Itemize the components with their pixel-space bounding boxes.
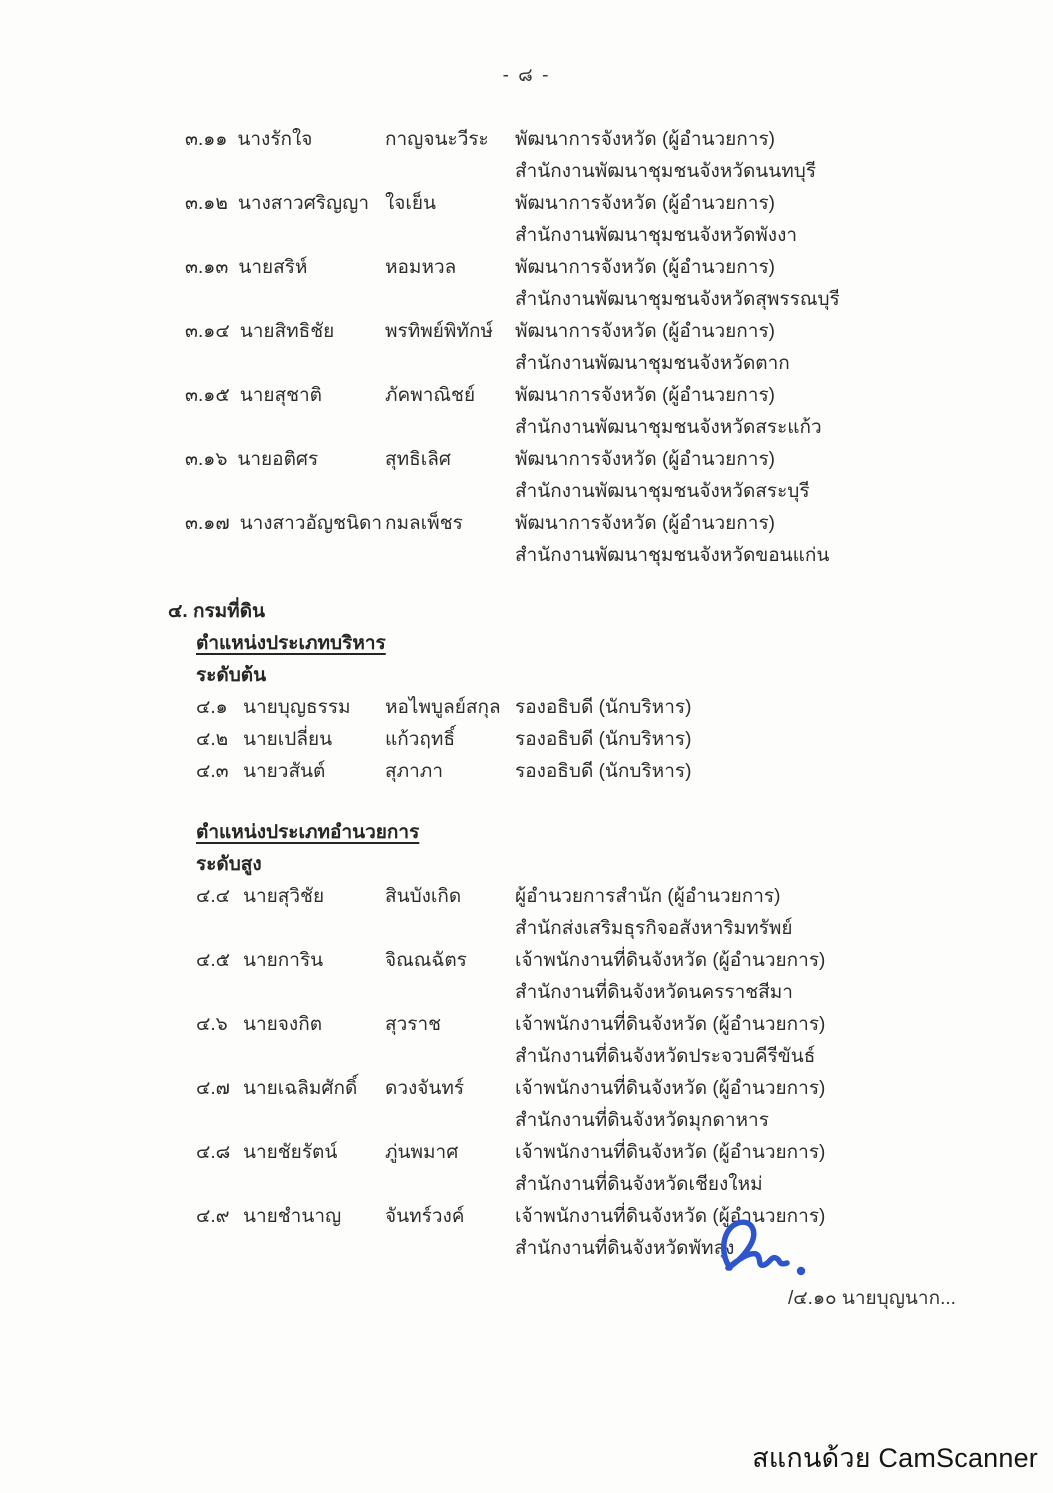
office-name: สำนักงานพัฒนาชุมชนจังหวัดสระแก้ว (515, 417, 822, 438)
surname: กาญจนะวีระ (385, 129, 489, 150)
first-name: นางสาวศริญญา (237, 193, 370, 214)
section-4-executive-list (196, 692, 1016, 788)
first-name: นายสุชาติ (239, 385, 323, 406)
number-and-name (185, 316, 385, 380)
surname: แก้วฤทธิ์ (385, 729, 456, 750)
first-name: นายการิน (243, 950, 324, 971)
surname: สินบังเกิด (385, 886, 462, 907)
surname: หอมหวล (385, 257, 457, 278)
surname: กมลเพ็ชร (385, 513, 463, 534)
surname: หอไพบูลย์สกุล (385, 697, 501, 718)
list-item (185, 380, 1015, 444)
first-name: นายชำนาญ (243, 1206, 342, 1227)
list-item (196, 1073, 1016, 1137)
list-item (185, 124, 1015, 188)
surname: สุทธิเลิศ (385, 449, 451, 470)
surname: ดวงจันทร์ (385, 1078, 465, 1099)
item-number: ๔.๑ (196, 697, 228, 718)
number-and-name (185, 444, 385, 508)
section-4-director-list (196, 881, 1016, 1265)
office-name: สำนักงานที่ดินจังหวัดมุกดาหาร (515, 1110, 769, 1131)
list-item (185, 444, 1015, 508)
position-title: เจ้าพนักงานที่ดินจังหวัด (ผู้อำนวยการ) (515, 1078, 826, 1099)
item-number: ๓.๑๑ (185, 129, 228, 150)
subsection-title-executive: ตำแหน่งประเภทบริหาร (196, 633, 386, 654)
number-and-name (185, 380, 385, 444)
surname: พรทิพย์พิทักษ์ (385, 321, 493, 342)
assignment (515, 316, 1015, 380)
position-title: พัฒนาการจังหวัด (ผู้อำนวยการ) (515, 449, 775, 470)
first-name: นางรักใจ (237, 129, 313, 150)
signature-initials-icon (714, 1214, 810, 1288)
first-name: นายสุวิชัย (243, 886, 325, 907)
item-number: ๓.๑๒ (185, 193, 228, 214)
office-name: สำนักงานที่ดินจังหวัดพัทลุง (515, 1238, 735, 1259)
item-number: ๔.๓ (196, 761, 229, 782)
first-name: นายเฉลิมศักดิ์ (243, 1078, 358, 1099)
first-name: นายจงกิต (243, 1014, 323, 1035)
assignment (515, 881, 1016, 945)
item-number: ๓.๑๕ (185, 385, 230, 406)
position-title: รองอธิบดี (นักบริหาร) (515, 729, 692, 750)
office-name: สำนักงานพัฒนาชุมชนจังหวัดสุพรรณบุรี (515, 289, 840, 310)
list-item (196, 1009, 1016, 1073)
first-name: นายอติศร (237, 449, 319, 470)
office-name: สำนักงานพัฒนาชุมชนจังหวัดตาก (515, 353, 790, 374)
surname: ใจเย็น (385, 193, 437, 214)
item-number: ๔.๖ (196, 1014, 228, 1035)
office-name: สำนักงานที่ดินจังหวัดนครราชสีมา (515, 982, 793, 1003)
office-name: สำนักงานพัฒนาชุมชนจังหวัดสระบุรี (515, 481, 810, 502)
list-item (196, 756, 1016, 788)
office-name: สำนักงานที่ดินจังหวัดประจวบคีรีขันธ์ (515, 1046, 816, 1067)
number-and-name (185, 188, 385, 252)
item-number: ๓.๑๖ (185, 449, 228, 470)
position-title: เจ้าพนักงานที่ดินจังหวัด (ผู้อำนวยการ) (515, 1142, 826, 1163)
first-name: นายวสันต์ (243, 761, 326, 782)
first-name: นายสริห์ (238, 257, 308, 278)
page-number: - ๘ - (502, 65, 551, 86)
office-name: สำนักส่งเสริมธุรกิจอสังหาริมทรัพย์ (515, 918, 793, 939)
office-name: สำนักงานพัฒนาชุมชนจังหวัดขอนแก่น (515, 545, 830, 566)
position-title: เจ้าพนักงานที่ดินจังหวัด (ผู้อำนวยการ) (515, 1206, 826, 1227)
list-item (196, 881, 1016, 945)
item-number: ๓.๑๗ (185, 513, 230, 534)
list-item (185, 252, 1015, 316)
first-name: นายสิทธิชัย (239, 321, 335, 342)
number-and-name (185, 124, 385, 188)
list-item (185, 316, 1015, 380)
position-title: รองอธิบดี (นักบริหาร) (515, 761, 692, 782)
list-item (185, 508, 1015, 572)
section-3-list (185, 124, 1015, 572)
surname: จันทร์วงค์ (385, 1206, 465, 1227)
list-item (196, 1137, 1016, 1201)
assignment (515, 444, 1015, 508)
continuation-note: /๔.๑๐ นายบุญนาก... (788, 1288, 956, 1309)
list-item (185, 188, 1015, 252)
assignment (515, 380, 1015, 444)
position-title: พัฒนาการจังหวัด (ผู้อำนวยการ) (515, 193, 775, 214)
position-title: เจ้าพนักงานที่ดินจังหวัด (ผู้อำนวยการ) (515, 950, 826, 971)
list-item (196, 724, 1016, 756)
first-name: นายชัยรัตน์ (243, 1142, 338, 1163)
subsection-title-director: ตำแหน่งประเภทอำนวยการ (196, 822, 420, 843)
list-item (196, 945, 1016, 1009)
subsection-level-director: ระดับสูง (196, 854, 262, 875)
position-title: พัฒนาการจังหวัด (ผู้อำนวยการ) (515, 385, 775, 406)
assignment (515, 1137, 1016, 1201)
item-number: ๔.๕ (196, 950, 231, 971)
surname: จิณณฉัตร (385, 950, 467, 971)
item-number: ๔.๙ (196, 1206, 230, 1227)
number-and-name (185, 252, 385, 316)
office-name: สำนักงานที่ดินจังหวัดเชียงใหม่ (515, 1174, 763, 1195)
position-title: เจ้าพนักงานที่ดินจังหวัด (ผู้อำนวยการ) (515, 1014, 826, 1035)
item-number: ๔.๔ (196, 886, 231, 907)
item-number: ๔.๘ (196, 1142, 231, 1163)
surname: สุภาภา (385, 761, 443, 782)
assignment (515, 508, 1015, 572)
position-title: พัฒนาการจังหวัด (ผู้อำนวยการ) (515, 129, 775, 150)
subsection-level-executive: ระดับต้น (196, 665, 267, 686)
surname: สุวราช (385, 1014, 442, 1035)
assignment (515, 945, 1016, 1009)
position-title: พัฒนาการจังหวัด (ผู้อำนวยการ) (515, 513, 775, 534)
list-item (196, 1201, 1016, 1265)
first-name: นายเปลี่ยน (243, 729, 333, 750)
surname: ภู่นพมาศ (385, 1142, 459, 1163)
section-4-heading: ๔. กรมที่ดิน (168, 601, 266, 622)
office-name: สำนักงานพัฒนาชุมชนจังหวัดนนทบุรี (515, 161, 817, 182)
assignment (515, 188, 1015, 252)
first-name: นางสาวอัญชนิดา (239, 513, 382, 534)
assignment (515, 1073, 1016, 1137)
office-name: สำนักงานพัฒนาชุมชนจังหวัดพังงา (515, 225, 798, 246)
item-number: ๓.๑๔ (185, 321, 230, 342)
position-title: ผู้อำนวยการสำนัก (ผู้อำนวยการ) (515, 886, 781, 907)
surname: ภัคพาณิชย์ (385, 385, 476, 406)
position-title: พัฒนาการจังหวัด (ผู้อำนวยการ) (515, 321, 775, 342)
first-name: นายบุญธรรม (243, 697, 351, 718)
position-title: รองอธิบดี (นักบริหาร) (515, 697, 692, 718)
item-number: ๔.๗ (196, 1078, 230, 1099)
item-number: ๔.๒ (196, 729, 229, 750)
position-title: พัฒนาการจังหวัด (ผู้อำนวยการ) (515, 257, 775, 278)
number-and-name (185, 508, 385, 572)
assignment (515, 124, 1015, 188)
assignment (515, 252, 1015, 316)
camscanner-watermark: สแกนด้วย CamScanner (752, 1443, 1038, 1473)
assignment (515, 1009, 1016, 1073)
item-number: ๓.๑๓ (185, 257, 229, 278)
list-item (196, 692, 1016, 724)
